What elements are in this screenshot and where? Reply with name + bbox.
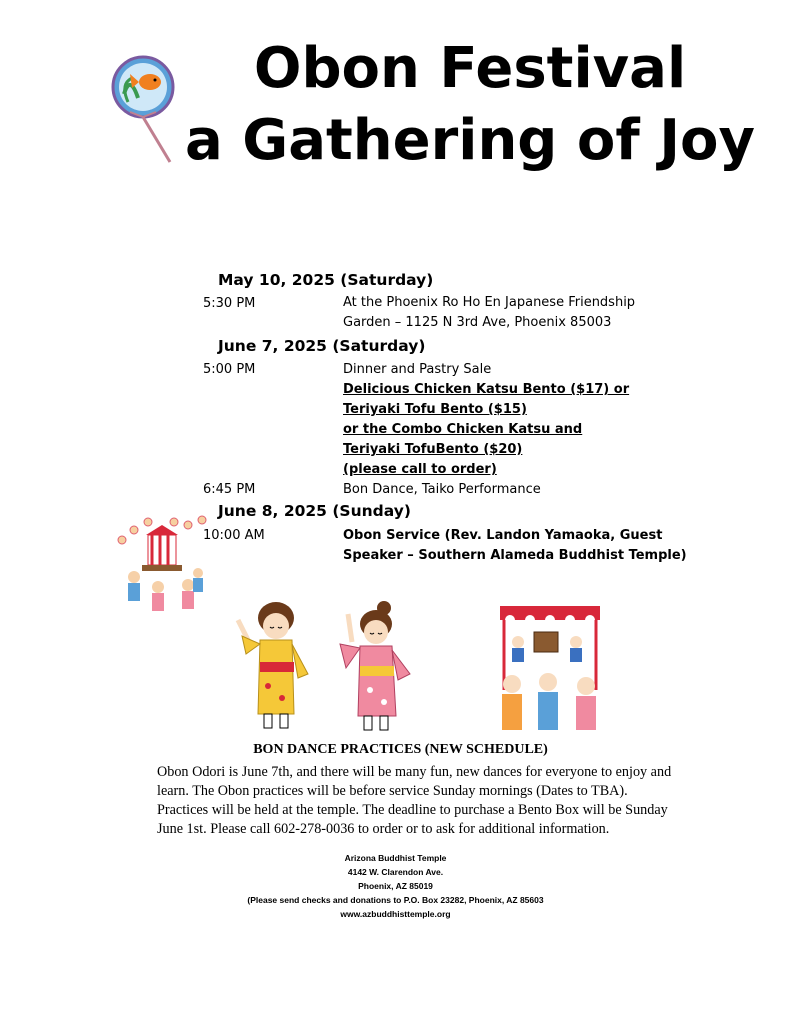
location-line-1: At the Phoenix Ro Ho En Japanese Friendship: [343, 295, 636, 310]
title-line-2: a Gathering of Joy: [184, 108, 756, 173]
festival-stall-children-illustration: [490, 602, 610, 742]
website-link[interactable]: www.azbuddhisttemple.org: [340, 909, 451, 919]
service-line-1: Obon Service (Rev. Landon Yamaoka, Guest: [343, 528, 663, 543]
location-line-2: Garden – 1125 N 3rd Ave, Phoenix 85003: [343, 315, 612, 330]
bon-dance-taiko: Bon Dance, Taiko Performance: [343, 482, 541, 497]
service-line-2: Speaker – Southern Alameda Buddhist Temple): [343, 548, 687, 563]
bon-dance-practices-heading: BON DANCE PRACTICES (NEW SCHEDULE): [253, 742, 548, 757]
dancer-pink-kimono-illustration: [326, 598, 416, 738]
menu-item: Delicious Chicken Katsu Bento ($17) or: [343, 382, 630, 397]
dinner-pastry-sale: Dinner and Pastry Sale: [343, 362, 492, 377]
menu-item: Teriyaki TofuBento ($20): [343, 442, 523, 457]
city-state-zip: Phoenix, AZ 85019: [358, 881, 433, 891]
dancer-yellow-kimono-illustration: [232, 596, 314, 738]
menu-item: Teriyaki Tofu Bento ($15): [343, 402, 527, 417]
footer-address: [0, 851, 791, 921]
date-june-7: June 7, 2025 (Saturday): [218, 337, 426, 355]
title-line-1: Obon Festival: [253, 36, 687, 101]
menu-order-note: (please call to order): [343, 462, 497, 477]
street-address: 4142 W. Clarendon Ave.: [347, 867, 444, 877]
time-530pm: 5:30 PM: [203, 296, 256, 311]
mailing-note: (Please send checks and donations to P.O. Box 23282, Phoenix, AZ 85603: [247, 895, 544, 905]
date-may-10: May 10, 2025 (Saturday): [218, 271, 434, 289]
time-645pm: 6:45 PM: [203, 482, 256, 497]
date-june-8: June 8, 2025 (Sunday): [218, 502, 411, 520]
menu-item: or the Combo Chicken Katsu and: [343, 422, 583, 437]
temple-name: Arizona Buddhist Temple: [344, 853, 447, 863]
time-1000am: 10:00 AM: [203, 528, 265, 543]
yagura-dancers-illustration: [112, 505, 212, 620]
bon-dance-practices-body: Obon Odori is June 7th, and there will be many fun, new dances for everyone to enjoy and learn. The Obon practices will be before service Sunday mornings (Dates to TBA). Practices will be held at the temple. The deadline to purchase a Bento Box will be Sunday June 1st. Please call 602-278-0036 to order or to ask for additional information.: [157, 764, 672, 837]
time-500pm: 5:00 PM: [203, 362, 256, 377]
